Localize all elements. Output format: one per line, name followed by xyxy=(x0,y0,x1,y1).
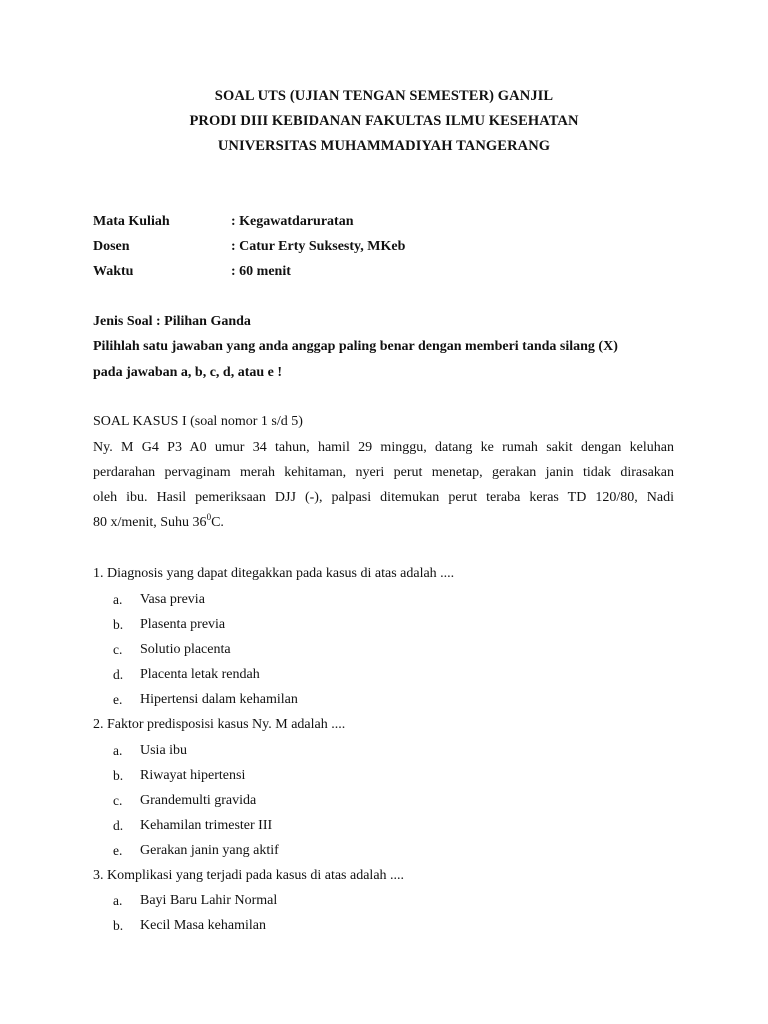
case-line-3: oleh ibu. Hasil pemeriksaan DJJ (-), palpasi ditemukan perut teraba keras TD 120/80, Nadi xyxy=(93,490,674,505)
q2-option-a: Usia ibu xyxy=(140,743,188,758)
question-1: 1. Diagnosis yang dapat ditegakkan pada kasus di atas adalah .... xyxy=(93,566,455,581)
q1-option-d-letter: d. xyxy=(113,667,124,682)
case-line-4 xyxy=(93,510,674,535)
q3-option-b-letter: b. xyxy=(113,918,124,933)
course-value: : Kegawatdaruratan xyxy=(231,214,354,229)
q3-option-b: Kecil Masa kehamilan xyxy=(140,918,266,933)
q1-option-c: Solutio placenta xyxy=(140,642,231,657)
lecturer-label: Dosen xyxy=(93,239,130,254)
question-3: 3. Komplikasi yang terjadi pada kasus di atas adalah .... xyxy=(93,868,405,883)
question-type: Jenis Soal : Pilihan Ganda xyxy=(93,314,251,329)
q1-option-d: Placenta letak rendah xyxy=(140,667,260,682)
case-line-2: perdarahan pervaginam merah kehitaman, nyeri perut menetap, gerakan janin tidak dirasakan xyxy=(93,465,674,480)
case-description xyxy=(93,435,674,535)
time-label: Waktu xyxy=(93,264,134,279)
q2-option-d: Kehamilan trimester III xyxy=(140,818,273,833)
header-line-1: SOAL UTS (UJIAN TENGAN SEMESTER) GANJIL xyxy=(214,88,554,104)
q2-option-b-letter: b. xyxy=(113,768,124,783)
instruction-line-2: pada jawaban a, b, c, d, atau e ! xyxy=(93,365,283,380)
case-line-1: Ny. M G4 P3 A0 umur 34 tahun, hamil 29 minggu, datang ke rumah sakit dengan keluhan xyxy=(93,440,674,455)
header-line-2: PRODI DIII KEBIDANAN FAKULTAS ILMU KESEHATAN xyxy=(189,113,579,129)
q1-option-c-letter: c. xyxy=(113,642,123,657)
case-title: SOAL KASUS I (soal nomor 1 s/d 5) xyxy=(93,414,303,429)
case-line-4-suffix: C. xyxy=(211,515,224,530)
course-label: Mata Kuliah xyxy=(93,214,170,229)
q3-option-a-letter: a. xyxy=(113,893,123,908)
degree-superscript: 0 xyxy=(206,512,212,522)
q2-option-b: Riwayat hipertensi xyxy=(140,768,246,783)
q2-option-e: Gerakan janin yang aktif xyxy=(140,843,279,858)
q1-option-b: Plasenta previa xyxy=(140,617,226,632)
q2-option-e-letter: e. xyxy=(113,843,123,858)
lecturer-value: : Catur Erty Suksesty, MKeb xyxy=(231,239,406,254)
q1-option-a-letter: a. xyxy=(113,592,123,607)
q1-option-a: Vasa previa xyxy=(140,592,205,607)
q1-option-b-letter: b. xyxy=(113,617,124,632)
instruction-line-1: Pilihlah satu jawaban yang anda anggap paling benar dengan memberi tanda silang (X) xyxy=(93,339,618,354)
q3-option-a: Bayi Baru Lahir Normal xyxy=(140,893,278,908)
time-value: : 60 menit xyxy=(231,264,291,279)
q2-option-c-letter: c. xyxy=(113,793,123,808)
q1-option-e: Hipertensi dalam kehamilan xyxy=(140,692,298,707)
q2-option-d-letter: d. xyxy=(113,818,124,833)
header-line-3: UNIVERSITAS MUHAMMADIYAH TANGERANG xyxy=(217,138,551,154)
q2-option-c: Grandemulti gravida xyxy=(140,793,257,808)
q2-option-a-letter: a. xyxy=(113,743,123,758)
question-2: 2. Faktor predisposisi kasus Ny. M adalah .... xyxy=(93,717,346,732)
case-line-4-prefix: 80 x/menit, Suhu 36 xyxy=(93,515,207,530)
q1-option-e-letter: e. xyxy=(113,692,123,707)
